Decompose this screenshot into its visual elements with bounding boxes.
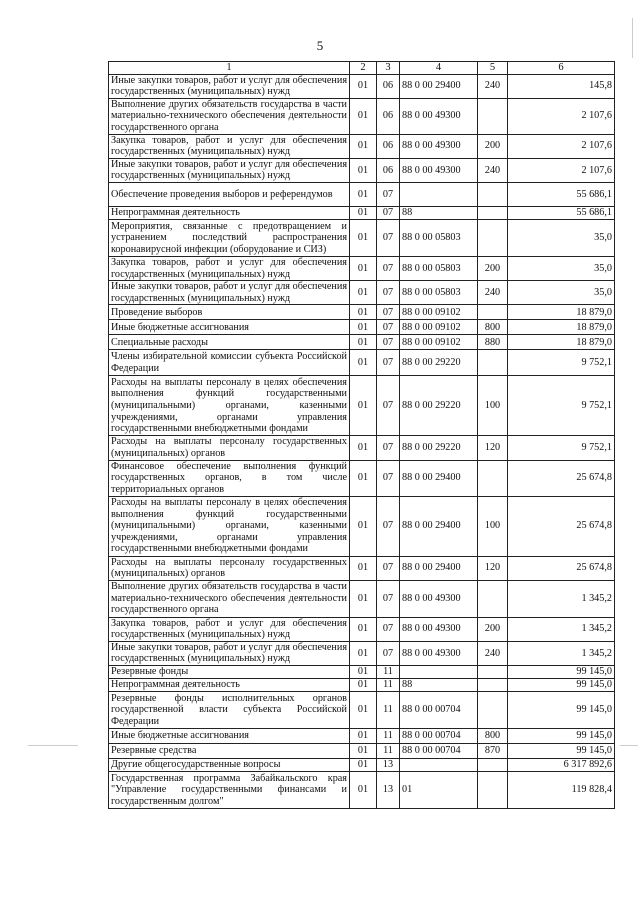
cell-amount: 35,0 [508, 281, 615, 305]
cell-expense-type: 240 [478, 74, 508, 98]
cell-subsection: 11 [377, 692, 400, 729]
cell-expense-type [478, 772, 508, 809]
cell-expense-type: 100 [478, 376, 508, 436]
cell-subsection: 06 [377, 98, 400, 134]
cell-name: Резервные средства [109, 744, 350, 759]
cell-amount: 18 879,0 [508, 335, 615, 350]
cell-name: Иные закупки товаров, работ и услуг для обеспечения государственных (муниципальных) нужд [109, 158, 350, 182]
cell-section: 01 [350, 350, 377, 376]
cell-expense-type [478, 305, 508, 320]
cell-subsection: 07 [377, 320, 400, 335]
cell-subsection: 07 [377, 580, 400, 617]
cell-name: Обеспечение проведения выборов и референдумов [109, 182, 350, 206]
cell-subsection: 07 [377, 335, 400, 350]
cell-subsection: 13 [377, 759, 400, 772]
cell-target-article: 88 0 00 09102 [400, 305, 478, 320]
cell-section: 01 [350, 74, 377, 98]
cell-target-article: 88 0 00 05803 [400, 256, 478, 280]
table-row [109, 350, 615, 376]
table-row [109, 320, 615, 335]
cell-subsection: 11 [377, 729, 400, 744]
table-row [109, 281, 615, 305]
cell-subsection: 13 [377, 772, 400, 809]
cell-section: 01 [350, 679, 377, 692]
cell-amount: 99 145,0 [508, 692, 615, 729]
cell-name: Расходы на выплаты персоналу государственных (муниципальных) органов [109, 556, 350, 580]
cell-amount: 6 317 892,6 [508, 759, 615, 772]
cell-subsection: 11 [377, 744, 400, 759]
cell-expense-type: 800 [478, 729, 508, 744]
cell-name: Выполнение других обязательств государства в части материально-технического обеспечения деятельности государственного органа [109, 580, 350, 617]
cell-section: 01 [350, 460, 377, 496]
cell-target-article: 88 0 00 49300 [400, 134, 478, 158]
table-header-row [109, 62, 615, 75]
cell-subsection: 07 [377, 376, 400, 436]
cell-amount: 2 107,6 [508, 134, 615, 158]
cell-expense-type [478, 666, 508, 679]
cell-section: 01 [350, 219, 377, 256]
table-row [109, 134, 615, 158]
cell-section: 01 [350, 729, 377, 744]
cell-name: Иные закупки товаров, работ и услуг для обеспечения государственных (муниципальных) нужд [109, 74, 350, 98]
cell-amount: 1 345,2 [508, 641, 615, 665]
cell-subsection: 07 [377, 305, 400, 320]
cell-section: 01 [350, 666, 377, 679]
cell-amount: 25 674,8 [508, 496, 615, 556]
cell-target-article: 88 0 00 29400 [400, 74, 478, 98]
cell-expense-type: 880 [478, 335, 508, 350]
cell-amount: 119 828,4 [508, 772, 615, 809]
table-row [109, 74, 615, 98]
cell-amount: 1 345,2 [508, 580, 615, 617]
cell-expense-type [478, 759, 508, 772]
cell-expense-type: 200 [478, 617, 508, 641]
cell-target-article [400, 182, 478, 206]
cell-amount: 9 752,1 [508, 376, 615, 436]
cell-amount: 99 145,0 [508, 729, 615, 744]
cell-target-article: 88 0 00 29400 [400, 460, 478, 496]
cell-name: Непрограммная деятельность [109, 206, 350, 219]
table-row [109, 376, 615, 436]
header-cell-name: 1 [109, 62, 350, 75]
cell-amount: 18 879,0 [508, 320, 615, 335]
cell-expense-type [478, 219, 508, 256]
cell-target-article: 88 0 00 49300 [400, 641, 478, 665]
header-cell-section: 2 [350, 62, 377, 75]
cell-name: Иные бюджетные ассигнования [109, 729, 350, 744]
cell-expense-type [478, 206, 508, 219]
table-row [109, 617, 615, 641]
cell-expense-type: 100 [478, 496, 508, 556]
cell-target-article: 88 0 00 29220 [400, 350, 478, 376]
cell-amount: 99 145,0 [508, 744, 615, 759]
cell-subsection: 07 [377, 350, 400, 376]
cell-target-article: 88 0 00 49300 [400, 580, 478, 617]
cell-section: 01 [350, 256, 377, 280]
budget-table [108, 61, 615, 809]
table-row [109, 772, 615, 809]
cell-subsection: 06 [377, 74, 400, 98]
cell-section: 01 [350, 335, 377, 350]
cell-subsection: 07 [377, 206, 400, 219]
cell-target-article: 88 0 00 05803 [400, 281, 478, 305]
cell-name: Другие общегосударственные вопросы [109, 759, 350, 772]
cell-name: Иные бюджетные ассигнования [109, 320, 350, 335]
cell-expense-type: 240 [478, 641, 508, 665]
header-cell-target-article: 4 [400, 62, 478, 75]
cell-name: Расходы на выплаты персоналу в целях обеспечения выполнения функций государственными (муниципальными) органами, казенными учреждениями, органами управления государственными внебюджетными фондами [109, 376, 350, 436]
page-number: 5 [316, 38, 324, 53]
table-row [109, 436, 615, 460]
cell-name: Члены избирательной комиссии субъекта Российской Федерации [109, 350, 350, 376]
cell-amount: 9 752,1 [508, 350, 615, 376]
header-cell-amount: 6 [508, 62, 615, 75]
cell-section: 01 [350, 320, 377, 335]
cell-subsection: 07 [377, 182, 400, 206]
cell-expense-type [478, 692, 508, 729]
cell-target-article: 88 0 00 29400 [400, 556, 478, 580]
cell-name: Государственная программа Забайкальского края "Управление государственными финансами и государственным долгом" [109, 772, 350, 809]
cell-name: Закупка товаров, работ и услуг для обеспечения государственных (муниципальных) нужд [109, 256, 350, 280]
cell-name: Проведение выборов [109, 305, 350, 320]
cell-section: 01 [350, 305, 377, 320]
cell-expense-type: 800 [478, 320, 508, 335]
cell-target-article: 88 0 00 00704 [400, 692, 478, 729]
cell-name: Специальные расходы [109, 335, 350, 350]
table-row [109, 219, 615, 256]
cell-subsection: 07 [377, 436, 400, 460]
cell-section: 01 [350, 759, 377, 772]
table-row [109, 335, 615, 350]
cell-subsection: 11 [377, 666, 400, 679]
cell-amount: 25 674,8 [508, 460, 615, 496]
cell-target-article: 88 0 00 29220 [400, 376, 478, 436]
cell-name: Резервные фонды исполнительных органов государственной власти субъекта Российской Федерации [109, 692, 350, 729]
cell-name: Закупка товаров, работ и услуг для обеспечения государственных (муниципальных) нужд [109, 617, 350, 641]
table-row [109, 206, 615, 219]
cell-section: 01 [350, 206, 377, 219]
header-cell-subsection: 3 [377, 62, 400, 75]
cell-name: Иные закупки товаров, работ и услуг для обеспечения государственных (муниципальных) нужд [109, 281, 350, 305]
cell-subsection: 07 [377, 496, 400, 556]
table-row [109, 729, 615, 744]
cell-name: Выполнение других обязательств государства в части материально-технического обеспечения деятельности государственного органа [109, 98, 350, 134]
table-row [109, 641, 615, 665]
table-row [109, 556, 615, 580]
cell-target-article: 88 0 00 49300 [400, 98, 478, 134]
cell-subsection: 11 [377, 679, 400, 692]
table-row [109, 759, 615, 772]
table-row [109, 744, 615, 759]
cell-amount: 1 345,2 [508, 617, 615, 641]
table-row [109, 666, 615, 679]
cell-target-article [400, 759, 478, 772]
cell-target-article: 88 0 00 09102 [400, 320, 478, 335]
cell-amount: 35,0 [508, 219, 615, 256]
table-row [109, 580, 615, 617]
table-row [109, 158, 615, 182]
cell-target-article: 88 0 00 29220 [400, 436, 478, 460]
cell-expense-type [478, 679, 508, 692]
table-row [109, 460, 615, 496]
cell-target-article: 01 [400, 772, 478, 809]
header-cell-expense-type: 5 [478, 62, 508, 75]
cell-name: Закупка товаров, работ и услуг для обеспечения государственных (муниципальных) нужд [109, 134, 350, 158]
cell-amount: 55 686,1 [508, 182, 615, 206]
cell-expense-type: 240 [478, 281, 508, 305]
cell-amount: 2 107,6 [508, 98, 615, 134]
cell-expense-type: 240 [478, 158, 508, 182]
cell-target-article: 88 0 00 49300 [400, 617, 478, 641]
cell-section: 01 [350, 436, 377, 460]
cell-name: Расходы на выплаты персоналу государственных (муниципальных) органов [109, 436, 350, 460]
cell-section: 01 [350, 281, 377, 305]
cell-target-article: 88 0 00 05803 [400, 219, 478, 256]
scan-artifact [632, 18, 633, 58]
cell-expense-type [478, 460, 508, 496]
scan-artifact [620, 745, 638, 746]
cell-section: 01 [350, 496, 377, 556]
cell-subsection: 07 [377, 641, 400, 665]
cell-expense-type: 120 [478, 556, 508, 580]
cell-subsection: 07 [377, 460, 400, 496]
cell-name: Мероприятия, связанные с предотвращением и устранением последствий распространения коронавирусной инфекции (оборудование и СИЗ) [109, 219, 350, 256]
cell-name: Иные закупки товаров, работ и услуг для обеспечения государственных (муниципальных) нужд [109, 641, 350, 665]
cell-section: 01 [350, 98, 377, 134]
cell-amount: 35,0 [508, 256, 615, 280]
table-row [109, 692, 615, 729]
cell-section: 01 [350, 134, 377, 158]
cell-amount: 99 145,0 [508, 679, 615, 692]
cell-subsection: 07 [377, 617, 400, 641]
scan-artifact [28, 745, 78, 746]
cell-section: 01 [350, 692, 377, 729]
cell-amount: 145,8 [508, 74, 615, 98]
cell-name: Финансовое обеспечение выполнения функций государственных органов, в том числе территориальных органов [109, 460, 350, 496]
cell-target-article: 88 [400, 206, 478, 219]
cell-subsection: 07 [377, 256, 400, 280]
cell-amount: 55 686,1 [508, 206, 615, 219]
table-row [109, 182, 615, 206]
cell-amount: 18 879,0 [508, 305, 615, 320]
table-row [109, 679, 615, 692]
cell-subsection: 06 [377, 134, 400, 158]
cell-name: Резервные фонды [109, 666, 350, 679]
cell-target-article [400, 666, 478, 679]
cell-expense-type [478, 98, 508, 134]
cell-subsection: 07 [377, 219, 400, 256]
cell-target-article: 88 0 00 29400 [400, 496, 478, 556]
cell-amount: 2 107,6 [508, 158, 615, 182]
cell-name: Расходы на выплаты персоналу в целях обеспечения выполнения функций государственными (муниципальными) органами, казенными учреждениями, органами управления государственными внебюджетными фондами [109, 496, 350, 556]
cell-amount: 9 752,1 [508, 436, 615, 460]
cell-target-article: 88 0 00 00704 [400, 729, 478, 744]
cell-expense-type: 870 [478, 744, 508, 759]
cell-subsection: 07 [377, 556, 400, 580]
cell-name: Непрограммная деятельность [109, 679, 350, 692]
cell-section: 01 [350, 580, 377, 617]
cell-section: 01 [350, 376, 377, 436]
cell-expense-type [478, 350, 508, 376]
cell-expense-type: 200 [478, 256, 508, 280]
table-row [109, 305, 615, 320]
cell-subsection: 07 [377, 281, 400, 305]
cell-subsection: 06 [377, 158, 400, 182]
cell-amount: 25 674,8 [508, 556, 615, 580]
cell-expense-type: 120 [478, 436, 508, 460]
cell-expense-type [478, 182, 508, 206]
cell-section: 01 [350, 182, 377, 206]
cell-section: 01 [350, 556, 377, 580]
cell-section: 01 [350, 158, 377, 182]
table-row [109, 98, 615, 134]
cell-target-article: 88 0 00 49300 [400, 158, 478, 182]
cell-amount: 99 145,0 [508, 666, 615, 679]
cell-target-article: 88 [400, 679, 478, 692]
cell-target-article: 88 0 00 09102 [400, 335, 478, 350]
cell-expense-type: 200 [478, 134, 508, 158]
table-row [109, 256, 615, 280]
cell-section: 01 [350, 744, 377, 759]
cell-section: 01 [350, 617, 377, 641]
cell-target-article: 88 0 00 00704 [400, 744, 478, 759]
cell-section: 01 [350, 772, 377, 809]
cell-expense-type [478, 580, 508, 617]
table-row [109, 496, 615, 556]
cell-section: 01 [350, 641, 377, 665]
